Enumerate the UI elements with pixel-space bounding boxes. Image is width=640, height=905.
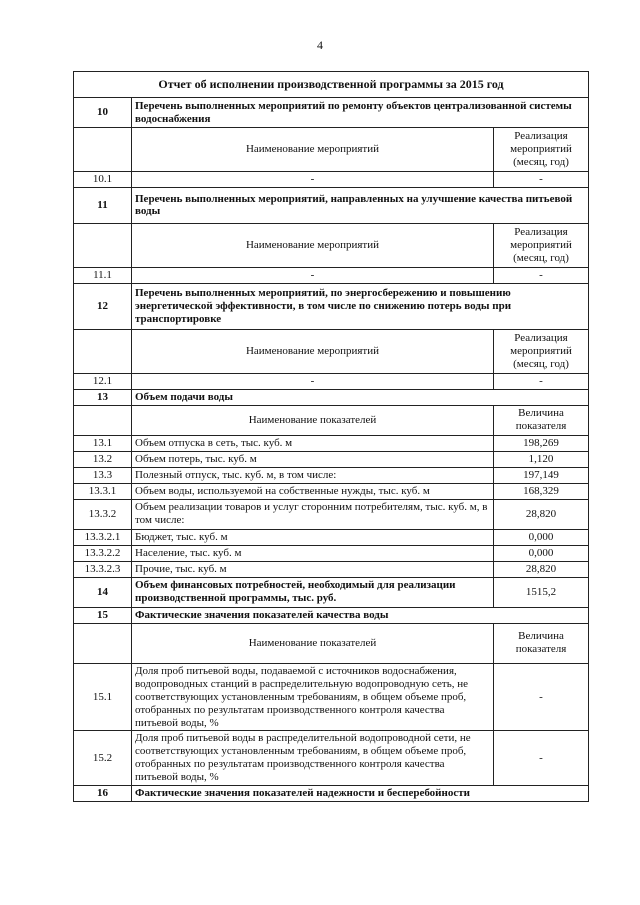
row-number: 13.1 — [74, 435, 132, 451]
column-header-name: Наименование показателей — [132, 405, 494, 435]
row-name: Объем реализации товаров и услуг сторонним потребителям, тыс. куб. м, в том числе: — [132, 499, 494, 529]
section-title: Фактические значения показателей надежности и бесперебойности — [132, 786, 589, 802]
row-number: 13.3 — [74, 467, 132, 483]
section-header-row — [74, 577, 589, 607]
column-header-value: Реализация мероприятий (месяц, год) — [494, 128, 589, 172]
row-value: 1,120 — [494, 451, 589, 467]
section-title: Фактические значения показателей качества воды — [132, 607, 589, 623]
column-header-row — [74, 405, 589, 435]
row-number: 13.3.1 — [74, 483, 132, 499]
empty-cell — [74, 223, 132, 267]
section-number: 14 — [74, 577, 132, 607]
row-value: 168,329 — [494, 483, 589, 499]
row-name: Полезный отпуск, тыс. куб. м, в том числе: — [132, 467, 494, 483]
row-value: 28,820 — [494, 499, 589, 529]
empty-cell — [74, 405, 132, 435]
column-header-name: Наименование показателей — [132, 623, 494, 663]
row-value: 0,000 — [494, 545, 589, 561]
row-number: 11.1 — [74, 267, 132, 283]
section-number: 15 — [74, 607, 132, 623]
section-title: Объем подачи воды — [132, 389, 589, 405]
row-name: Доля проб питьевой воды в распределительной водопроводной сети, не соответствующих установленным требованиям, в общем объеме проб, отобранных по результатам производственного контроля качества питьевой воды, % — [132, 731, 494, 786]
section-header-row — [74, 389, 589, 405]
section-number: 10 — [74, 98, 132, 128]
row-name: Население, тыс. куб. м — [132, 545, 494, 561]
table-row — [74, 529, 589, 545]
row-value: - — [494, 267, 589, 283]
table-row — [74, 663, 589, 731]
table-row — [74, 499, 589, 529]
table-row — [74, 561, 589, 577]
section-number: 16 — [74, 786, 132, 802]
table-row — [74, 467, 589, 483]
column-header-row — [74, 223, 589, 267]
column-header-name: Наименование мероприятий — [132, 223, 494, 267]
empty-cell — [74, 329, 132, 373]
column-header-value: Реализация мероприятий (месяц, год) — [494, 329, 589, 373]
row-number: 15.2 — [74, 731, 132, 786]
table-row — [74, 483, 589, 499]
row-value: 28,820 — [494, 561, 589, 577]
row-number: 13.3.2.2 — [74, 545, 132, 561]
column-header-row — [74, 128, 589, 172]
section-title: Перечень выполненных мероприятий по ремонту объектов централизованной системы водоснабжения — [132, 98, 589, 128]
section-header-row — [74, 187, 589, 223]
row-value: - — [494, 172, 589, 188]
row-name: Объем воды, используемой на собственные нужды, тыс. куб. м — [132, 483, 494, 499]
section-number: 11 — [74, 187, 132, 223]
empty-cell — [74, 623, 132, 663]
row-value: - — [494, 373, 589, 389]
row-number: 13.2 — [74, 451, 132, 467]
table-row — [74, 267, 589, 283]
row-name: - — [132, 267, 494, 283]
row-name: Объем отпуска в сеть, тыс. куб. м — [132, 435, 494, 451]
report-title-row — [74, 72, 589, 98]
row-name: Доля проб питьевой воды, подаваемой с источников водоснабжения, водопроводных станций в распределительную водопроводную сеть, не соответствующих установленным требованиям, в общем объеме проб, отобранных по результатам производственного контроля качества питьевой воды, % — [132, 663, 494, 731]
row-value: 197,149 — [494, 467, 589, 483]
empty-cell — [74, 128, 132, 172]
row-value: 1515,2 — [494, 577, 589, 607]
row-number: 12.1 — [74, 373, 132, 389]
section-header-row — [74, 283, 589, 329]
section-title: Перечень выполненных мероприятий, по энергосбережению и повышению энергетической эффективности, в том числе по снижению потерь воды при транспортировке — [132, 283, 589, 329]
row-number: 13.3.2.1 — [74, 529, 132, 545]
report-title: Отчет об исполнении производственной программы за 2015 год — [74, 72, 589, 98]
row-name: - — [132, 172, 494, 188]
row-value: - — [494, 663, 589, 731]
row-number: 15.1 — [74, 663, 132, 731]
table-row — [74, 451, 589, 467]
row-number: 13.3.2 — [74, 499, 132, 529]
table-row — [74, 731, 589, 786]
section-number: 13 — [74, 389, 132, 405]
table-row — [74, 172, 589, 188]
row-number: 10.1 — [74, 172, 132, 188]
report-table — [73, 71, 589, 802]
column-header-value: Реализация мероприятий (месяц, год) — [494, 223, 589, 267]
section-number: 12 — [74, 283, 132, 329]
page-number: 4 — [317, 38, 323, 52]
row-name: Бюджет, тыс. куб. м — [132, 529, 494, 545]
section-header-row — [74, 98, 589, 128]
column-header-value: Величина показателя — [494, 405, 589, 435]
table-row — [74, 373, 589, 389]
section-header-row — [74, 786, 589, 802]
row-name: Прочие, тыс. куб. м — [132, 561, 494, 577]
column-header-row — [74, 329, 589, 373]
section-title: Объем финансовых потребностей, необходимый для реализации производственной программы, тыс. руб. — [132, 577, 494, 607]
column-header-value: Величина показателя — [494, 623, 589, 663]
row-number: 13.3.2.3 — [74, 561, 132, 577]
section-header-row — [74, 607, 589, 623]
row-value: 198,269 — [494, 435, 589, 451]
row-value: 0,000 — [494, 529, 589, 545]
row-name: - — [132, 373, 494, 389]
table-row — [74, 435, 589, 451]
table-row — [74, 545, 589, 561]
row-name: Объем потерь, тыс. куб. м — [132, 451, 494, 467]
row-value: - — [494, 731, 589, 786]
section-title: Перечень выполненных мероприятий, направленных на улучшение качества питьевой воды — [132, 187, 589, 223]
column-header-name: Наименование мероприятий — [132, 329, 494, 373]
column-header-row — [74, 623, 589, 663]
column-header-name: Наименование мероприятий — [132, 128, 494, 172]
